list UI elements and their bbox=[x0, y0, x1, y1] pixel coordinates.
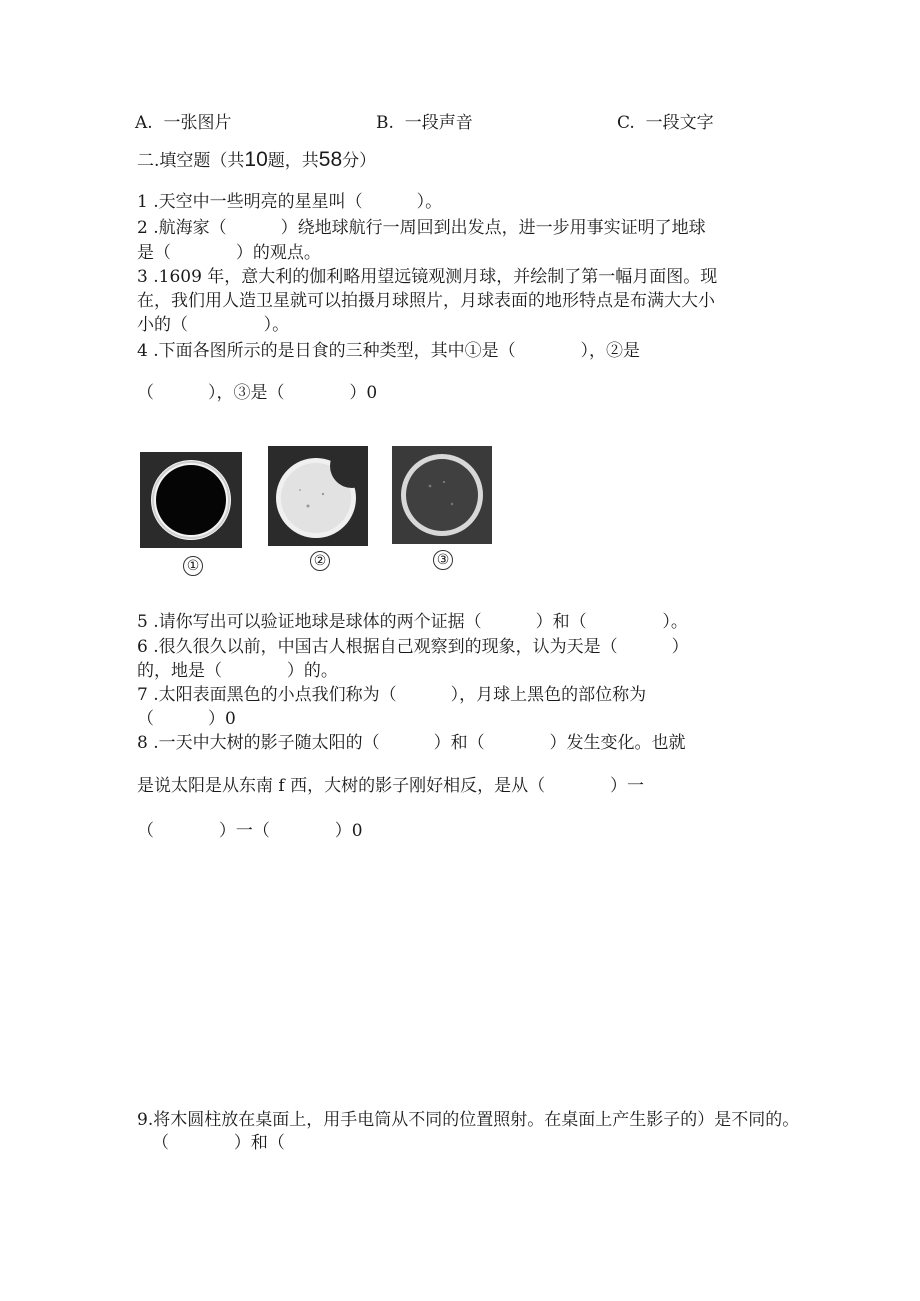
question-3-line-3: 小的（ ）。 bbox=[137, 315, 290, 335]
question-8-line-1: 8 .一天中大树的影子随太阳的（ ）和（ ）发生变化。也就 bbox=[137, 733, 686, 753]
option-a: A. 一张图片 bbox=[135, 113, 232, 133]
section-heading bbox=[137, 148, 376, 173]
section-suffix: 分） bbox=[342, 151, 377, 171]
partial-eclipse-image bbox=[268, 446, 368, 546]
section-mid: 题，共 bbox=[267, 151, 319, 171]
question-5: 5 .请你写出可以验证地球是球体的两个证据（ ）和（ ）。 bbox=[137, 612, 688, 632]
question-3-line-2: 在，我们用人造卫星就可以拍摄月球照片，月球表面的地形特点是布满大大小 bbox=[137, 291, 715, 311]
total-eclipse-image bbox=[140, 452, 242, 548]
option-c: C. 一段文字 bbox=[617, 113, 714, 133]
question-9-line-1: 9.将木圆柱放在桌面上，用手电筒从不同的位置照射。在桌面上产生影子的）是不同的。 bbox=[137, 1110, 800, 1130]
section-score: 58 bbox=[318, 148, 343, 171]
question-6-line-1: 6 .很久很久以前，中国古人根据自己观察到的现象，认为天是（ ） bbox=[137, 637, 689, 657]
question-4-line-1: 4 .下面各图所示的是日食的三种类型，其中①是（ ），②是 bbox=[137, 341, 640, 361]
question-7-line-2: （ ）0 bbox=[137, 709, 236, 729]
figure-label-3: ③ bbox=[433, 550, 453, 570]
question-4-line-2: （ ），③是（ ）0 bbox=[137, 383, 378, 403]
option-b: B. 一段声音 bbox=[376, 113, 473, 133]
question-3-line-1: 3 .1609 年，意大利的伽利略用望远镜观测月球，并绘制了第一幅月面图。现 bbox=[137, 267, 718, 287]
figure-label-1: ① bbox=[183, 556, 203, 576]
question-6-line-2: 的，地是（ ）的。 bbox=[137, 661, 338, 681]
section-count: 10 bbox=[244, 148, 268, 171]
question-8-line-3: （ ）一（ ）0 bbox=[137, 821, 363, 841]
question-9-line-2: （ ）和（ bbox=[152, 1133, 285, 1153]
annular-eclipse-image bbox=[392, 446, 492, 544]
question-8-line-2: 是说太阳是从东南 f 西，大树的影子刚好相反，是从（ ）一 bbox=[137, 776, 644, 796]
question-7-line-1: 7 .太阳表面黑色的小点我们称为（ ），月球上黑色的部位称为 bbox=[137, 685, 647, 705]
question-2-line-1: 2 .航海家（ ）绕地球航行一周回到出发点，进一步用事实证明了地球 bbox=[137, 218, 706, 238]
section-prefix: 二.填空题（共 bbox=[137, 151, 245, 171]
question-1: 1 .天空中一些明亮的星星叫（ ）。 bbox=[137, 192, 443, 212]
figure-label-2: ② bbox=[310, 551, 330, 571]
question-2-line-2: 是（ ）的观点。 bbox=[137, 243, 321, 263]
